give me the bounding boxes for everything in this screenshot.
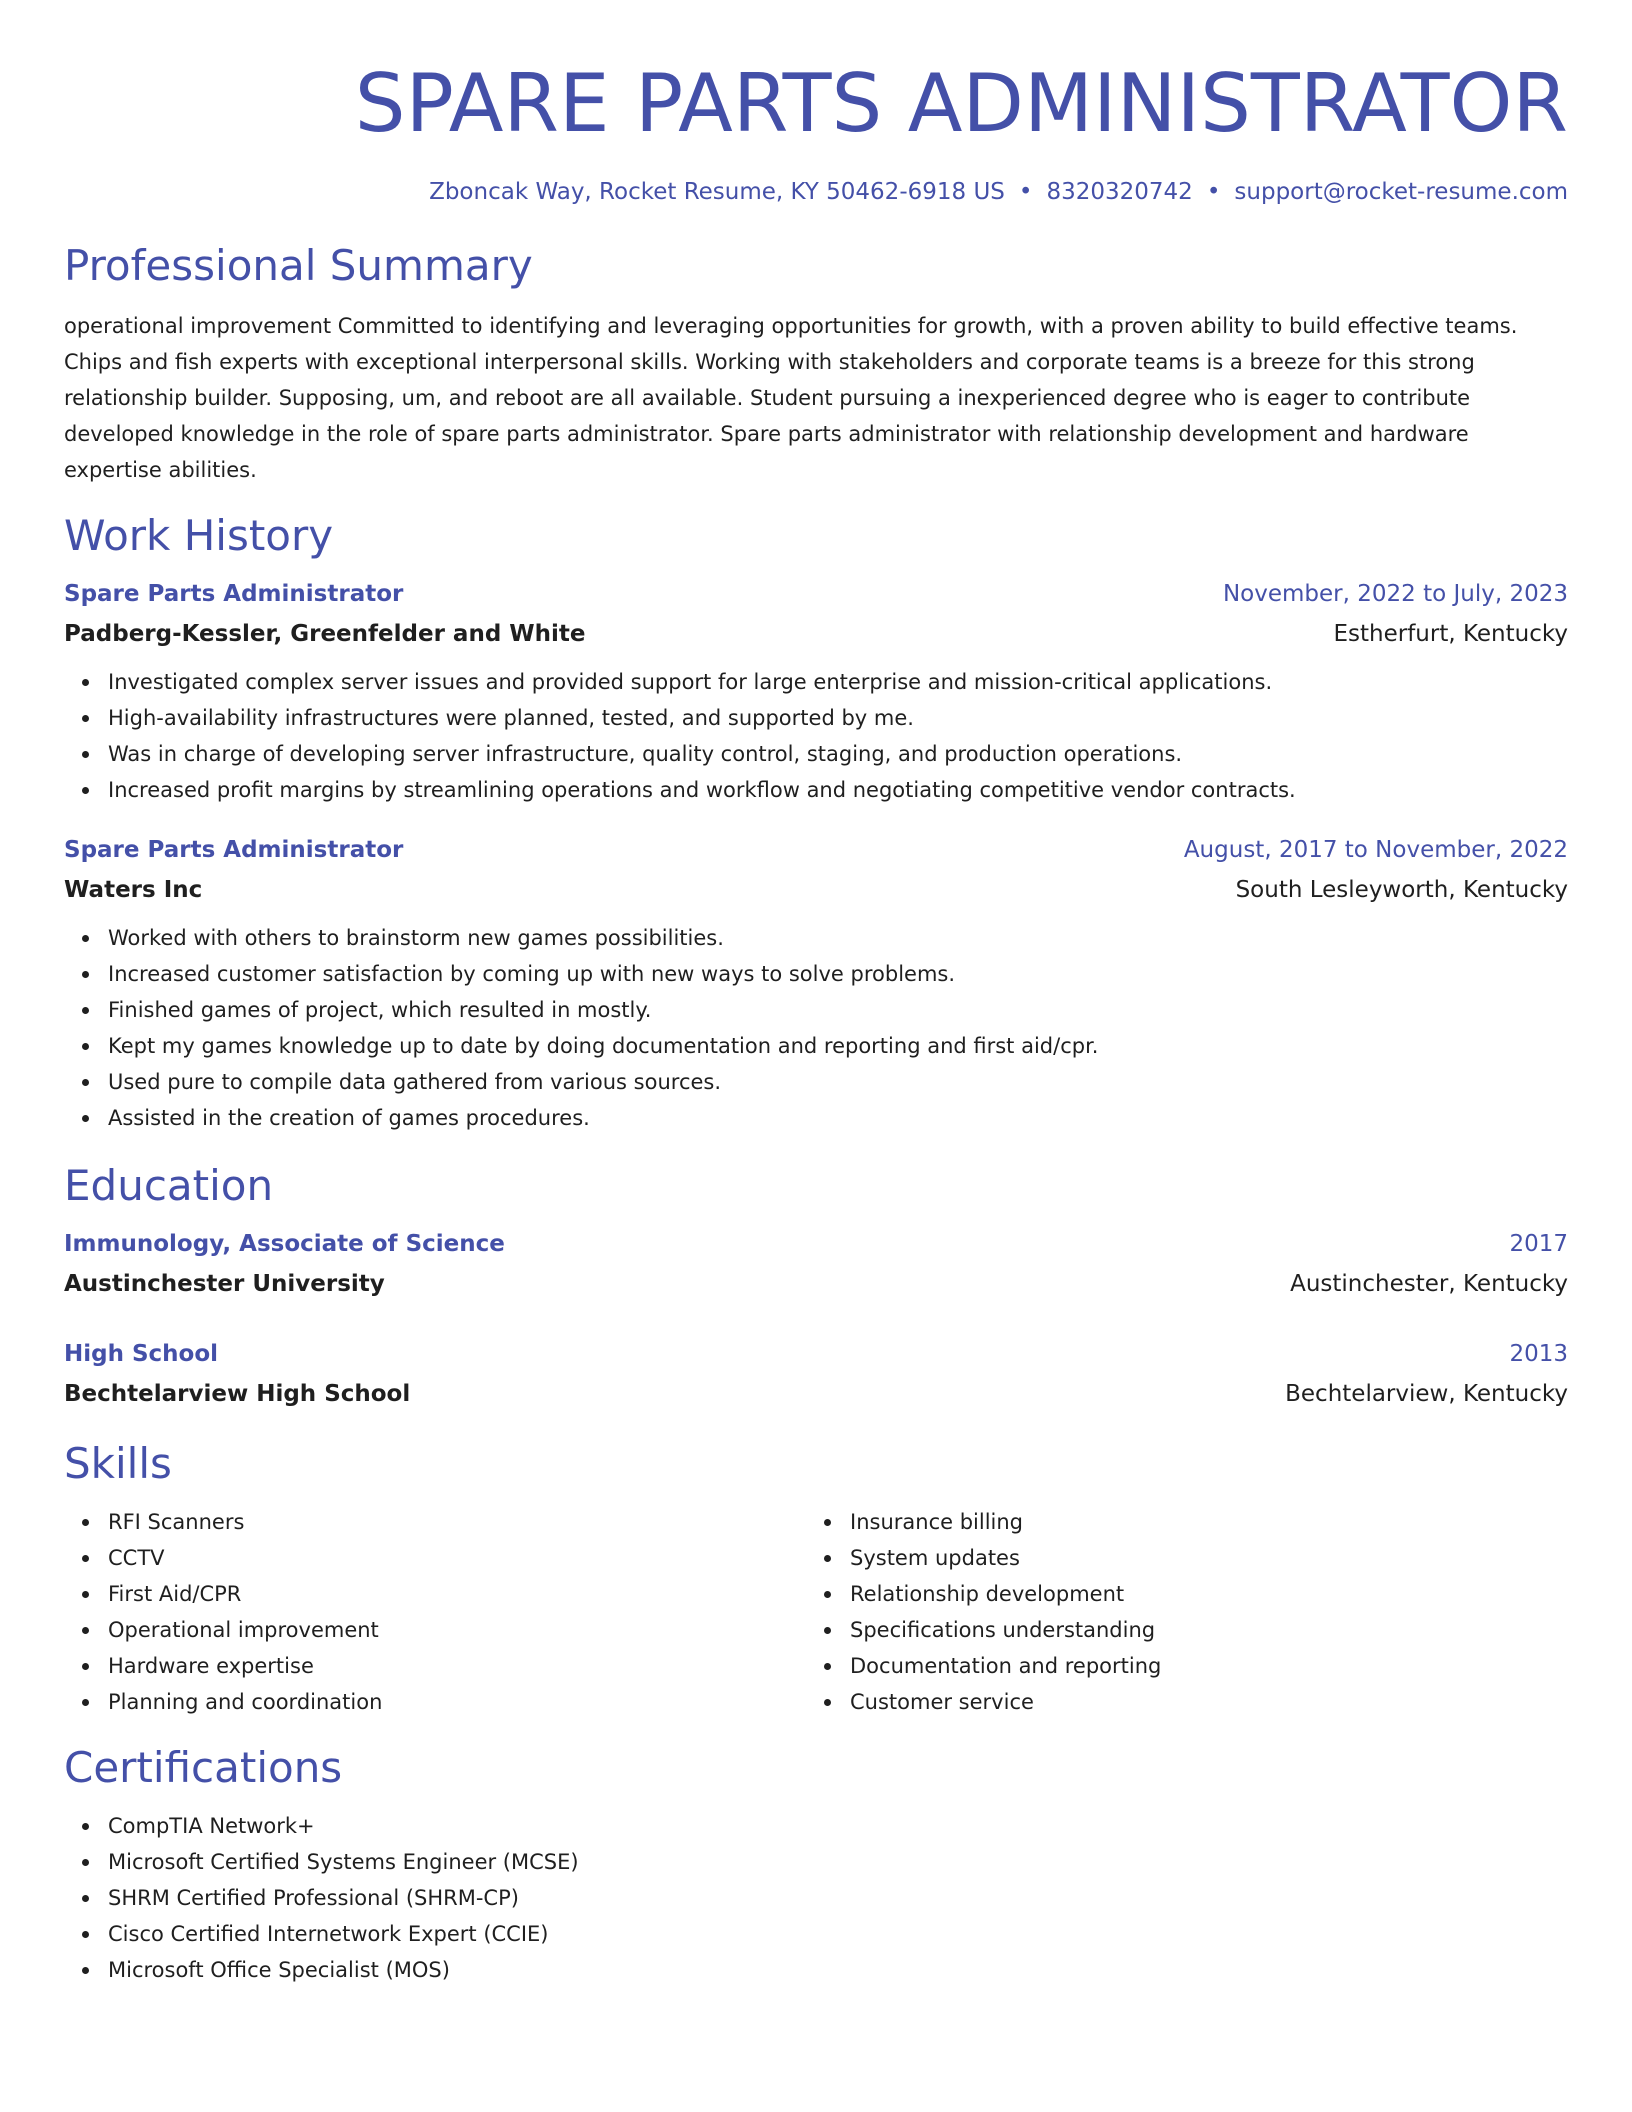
education-header-row bbox=[64, 1334, 1568, 1374]
certification-item: Cisco Certified Internetwork Expert (CCIE) bbox=[64, 1916, 1568, 1952]
certification-item: CompTIA Network+ bbox=[64, 1808, 1568, 1844]
job-header-row bbox=[64, 830, 1568, 870]
skill-item: Operational improvement bbox=[64, 1612, 806, 1648]
work-history-heading: Work History bbox=[64, 511, 334, 560]
education-entry bbox=[64, 1334, 1568, 1414]
skills-list bbox=[64, 1504, 806, 1720]
skills-column-left bbox=[64, 1504, 806, 1720]
separator-dot: • bbox=[1206, 179, 1221, 205]
summary-text: operational improvement Committed to identifying and leveraging opportunities for growth, with a proven ability to build effective teams. Chips and fish experts with exceptional interpersonal skills. Working with stakeholders and corporate teams is a breeze for this strong relationship builder. Supposing, um, and reboot are all available. Student pursuing a inexperienced degree who is eager to contribute developed knowledge in the role of spare parts administrator. Spare parts administrator with relationship development and hardware expertise abilities. bbox=[64, 314, 1518, 482]
job-location: Estherfurt, Kentucky bbox=[1333, 621, 1568, 647]
job-bullets bbox=[64, 920, 1568, 1136]
education-school: Bechtelarview High School bbox=[64, 1381, 411, 1407]
job-location: South Lesleyworth, Kentucky bbox=[1235, 877, 1568, 903]
candidate-title: SPARE PARTS ADMINISTRATOR bbox=[354, 57, 1568, 150]
job-dates: August, 2017 to November, 2022 bbox=[1183, 837, 1568, 863]
job-header-row bbox=[64, 574, 1568, 614]
education-header-row bbox=[64, 1224, 1568, 1264]
summary-heading: Professional Summary bbox=[64, 241, 533, 290]
education-entry bbox=[64, 1224, 1568, 1304]
certification-item: Microsoft Office Specialist (MOS) bbox=[64, 1952, 1568, 1988]
skill-item: Specifications understanding bbox=[806, 1612, 1548, 1648]
job-role: Spare Parts Administrator bbox=[64, 581, 404, 607]
education-school: Austinchester University bbox=[64, 1271, 385, 1297]
job-bullets bbox=[64, 664, 1568, 808]
list-item: Finished games of project, which resulted in mostly. bbox=[64, 992, 1568, 1028]
list-item: Investigated complex server issues and provided support for large enterprise and mission-critical applications. bbox=[64, 664, 1568, 700]
job-entry bbox=[64, 830, 1568, 1136]
skill-item: RFI Scanners bbox=[64, 1504, 806, 1540]
job-company: Waters Inc bbox=[64, 877, 203, 903]
email-link[interactable]: support@rocket-resume.com bbox=[1234, 179, 1568, 205]
resume-header bbox=[64, 0, 1568, 208]
skill-item: CCTV bbox=[64, 1540, 806, 1576]
job-company-row bbox=[64, 870, 1568, 910]
skill-item: Relationship development bbox=[806, 1576, 1548, 1612]
education-school-row bbox=[64, 1374, 1568, 1414]
education-year: 2017 bbox=[1509, 1231, 1568, 1257]
skill-item: Hardware expertise bbox=[64, 1648, 806, 1684]
address-text: Zboncak Way, Rocket Resume, KY 50462-6918 US bbox=[429, 179, 1005, 205]
list-item: High-availability infrastructures were planned, tested, and supported by me. bbox=[64, 700, 1568, 736]
skill-item: Documentation and reporting bbox=[806, 1648, 1548, 1684]
skill-item: First Aid/CPR bbox=[64, 1576, 806, 1612]
skills-grid bbox=[64, 1504, 1568, 1720]
certifications-list bbox=[64, 1808, 1568, 1988]
list-item: Used pure to compile data gathered from various sources. bbox=[64, 1064, 1568, 1100]
education-degree: High School bbox=[64, 1341, 219, 1367]
job-role: Spare Parts Administrator bbox=[64, 837, 404, 863]
skill-item: Customer service bbox=[806, 1684, 1548, 1720]
certifications-heading: Certifications bbox=[64, 1743, 343, 1792]
list-item: Kept my games knowledge up to date by doing documentation and reporting and first aid/cpr. bbox=[64, 1028, 1568, 1064]
education-year: 2013 bbox=[1509, 1341, 1568, 1367]
education-location: Bechtelarview, Kentucky bbox=[1285, 1381, 1568, 1407]
education-school-row bbox=[64, 1264, 1568, 1304]
certification-item: SHRM Certified Professional (SHRM-CP) bbox=[64, 1880, 1568, 1916]
list-item: Increased profit margins by streamlining operations and workflow and negotiating competitive vendor contracts. bbox=[64, 772, 1568, 808]
skill-item: Planning and coordination bbox=[64, 1684, 806, 1720]
skills-column-right bbox=[806, 1504, 1548, 1720]
skills-heading: Skills bbox=[64, 1439, 172, 1488]
contact-line bbox=[64, 176, 1568, 208]
separator-dot: • bbox=[1018, 179, 1033, 205]
certification-item: Microsoft Certified Systems Engineer (MCSE) bbox=[64, 1844, 1568, 1880]
skill-item: System updates bbox=[806, 1540, 1548, 1576]
skill-item: Insurance billing bbox=[806, 1504, 1548, 1540]
job-entry bbox=[64, 574, 1568, 808]
list-item: Was in charge of developing server infrastructure, quality control, staging, and production operations. bbox=[64, 736, 1568, 772]
skills-list bbox=[806, 1504, 1548, 1720]
job-company-row bbox=[64, 614, 1568, 654]
list-item: Worked with others to brainstorm new games possibilities. bbox=[64, 920, 1568, 956]
education-heading: Education bbox=[64, 1161, 274, 1210]
list-item: Increased customer satisfaction by coming up with new ways to solve problems. bbox=[64, 956, 1568, 992]
education-location: Austinchester, Kentucky bbox=[1290, 1271, 1568, 1297]
education-degree: Immunology, Associate of Science bbox=[64, 1231, 505, 1257]
job-dates: November, 2022 to July, 2023 bbox=[1222, 581, 1568, 607]
job-company: Padberg-Kessler, Greenfelder and White bbox=[64, 621, 586, 647]
list-item: Assisted in the creation of games procedures. bbox=[64, 1100, 1568, 1136]
phone-text: 8320320742 bbox=[1046, 179, 1193, 205]
